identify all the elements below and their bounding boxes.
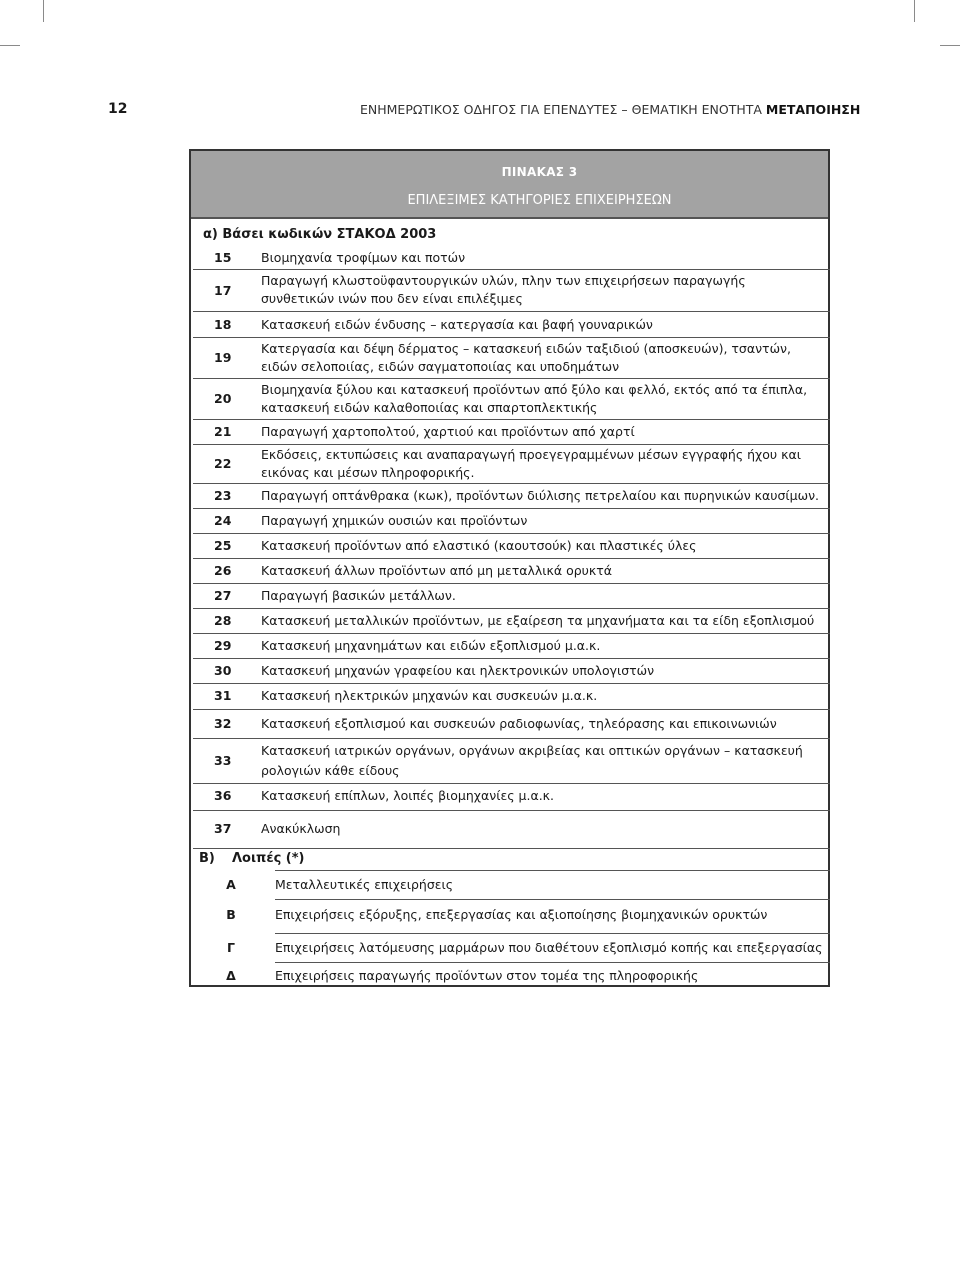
table-row [193, 811, 830, 849]
row-description: Ανακύκλωση [261, 821, 341, 836]
row-code: 19 [214, 350, 232, 365]
crop-mark [43, 0, 44, 22]
others-code: Β [226, 907, 236, 922]
header-topic: ΜΕΤΑΠΟΙΗΣΗ [765, 102, 861, 117]
row-description: Κατασκευή άλλων προϊόντων από μη μεταλλικά ορυκτά [261, 563, 613, 578]
table-row [193, 710, 830, 739]
crop-mark [940, 45, 960, 46]
row-description: Κατασκευή επίπλων, λοιπές βιομηχανίες μ.α.κ. [261, 788, 555, 803]
section-b-code: Β) [199, 851, 215, 866]
others-row [226, 871, 830, 900]
row-code: 21 [214, 424, 232, 439]
row-code: 33 [214, 753, 232, 768]
row-code: 37 [214, 821, 232, 836]
others-row [226, 900, 830, 934]
page-number: 12 [108, 101, 128, 117]
table-title: ΕΠΙΛΕΞΙΜΕΣ ΚΑΤΗΓΟΡΙΕΣ ΕΠΙΧΕΙΡΗΣΕΩΝ [407, 193, 672, 208]
row-description: Παραγωγή χημικών ουσιών και προϊόντων [261, 513, 528, 528]
table-row [193, 584, 830, 609]
row-code: 22 [214, 456, 232, 471]
row-code: 27 [214, 588, 232, 603]
section-b-title: Λοιπές (*) [232, 851, 305, 866]
row-code: 30 [214, 663, 232, 678]
section-a-title: α) Βάσει κωδικών ΣΤΑΚΟΔ 2003 [203, 227, 437, 242]
header-prefix: ΕΝΗΜΕΡΩΤΙΚΟΣ ΟΔΗΓΟΣ ΓΙΑ ΕΠΕΝΔΥΤΕΣ – ΘΕΜΑΤΙΚΗ ΕΝΟΤΗΤΑ [360, 102, 762, 117]
row-description: Εκδόσεις, εκτυπώσεις και αναπαραγωγή προεγεγραμμένων μέσων εγγραφής ήχου και εικόνας και μέσων πληροφορικής. [261, 447, 801, 480]
categories-table [189, 149, 830, 987]
row-code: 17 [214, 283, 232, 298]
others-code: Δ [226, 968, 236, 983]
row-description: Κατασκευή μεταλλικών προϊόντων, με εξαίρεση τα μηχανήματα και τα είδη εξοπλισμού [261, 613, 815, 628]
table-row [193, 559, 830, 584]
table-number: ΠΙΝΑΚΑΣ 3 [501, 165, 578, 179]
table-header [191, 151, 828, 219]
row-description: Κατασκευή ειδών ένδυσης – κατεργασία και βαφή γουναρικών [261, 317, 653, 332]
row-description: Κατεργασία και δέψη δέρματος – κατασκευή ειδών ταξιδιού (αποσκευών), τσαντών, ειδών σελοποιίας, ειδών σαγματοποιίας και υποδημάτων [261, 341, 792, 374]
row-code: 15 [214, 250, 232, 265]
table-row [193, 739, 830, 784]
crop-mark [914, 0, 915, 22]
table-row [193, 609, 830, 634]
others-code: Γ [227, 940, 235, 955]
row-description: Κατασκευή εξοπλισμού και συσκευών ραδιοφωνίας, τηλεόρασης και επικοινωνιών [261, 716, 777, 731]
others-description: Επιχειρήσεις λατόμευσης μαρμάρων που διαθέτουν εξοπλισμό κοπής και επεξεργασίας [275, 940, 823, 955]
running-header [360, 102, 861, 117]
row-code: 24 [214, 513, 232, 528]
others-description: Μεταλλευτικές επιχειρήσεις [275, 877, 454, 892]
others-description: Επιχειρήσεις παραγωγής προϊόντων στον τομέα της πληροφορικής [275, 968, 699, 983]
row-code: 18 [214, 317, 232, 332]
row-description: Βιομηχανία τροφίμων και ποτών [261, 250, 466, 265]
row-description: Παραγωγή χαρτοπολτού, χαρτιού και προϊόντων από χαρτί [261, 424, 635, 439]
table-row [193, 534, 830, 559]
row-description: Κατασκευή προϊόντων από ελαστικό (καουτσούκ) και πλαστικές ύλες [261, 538, 697, 553]
row-description: Παραγωγή οπτάνθρακα (κωκ), προϊόντων διύλισης πετρελαίου και πυρηνικών καυσίμων. [261, 488, 820, 503]
row-code: 28 [214, 613, 232, 628]
row-code: 36 [214, 788, 232, 803]
table-row [193, 270, 830, 312]
table-row [193, 338, 830, 379]
others-description: Επιχειρήσεις εξόρυξης, επεξεργασίας και αξιοποίησης βιομηχανικών ορυκτών [275, 907, 768, 922]
table-row [193, 684, 830, 710]
row-code: 26 [214, 563, 232, 578]
row-code: 20 [214, 391, 232, 406]
row-description: Βιομηχανία ξύλου και κατασκευή προϊόντων από ξύλο και φελλό, εκτός από τα έπιπλα, κατασκευή ειδών καλαθοποιίας και σπαρτοπλεκτικής [261, 382, 808, 415]
table-row [193, 484, 830, 509]
row-code: 29 [214, 638, 232, 653]
row-code: 31 [214, 688, 232, 703]
crop-mark [0, 45, 20, 46]
table-row [193, 659, 830, 684]
table-row [193, 445, 830, 484]
others-code: Α [226, 877, 236, 892]
others-row [226, 963, 830, 985]
row-description: Κατασκευή μηχανών γραφείου και ηλεκτρονικών υπολογιστών [261, 663, 655, 678]
table-row [193, 247, 830, 270]
row-description: Κατασκευή μηχανημάτων και ειδών εξοπλισμού μ.α.κ. [261, 638, 601, 653]
table-row [193, 312, 830, 338]
table-row [193, 379, 830, 420]
table-row [193, 509, 830, 534]
others-row [227, 934, 830, 963]
table-row [193, 420, 830, 445]
table-row [193, 634, 830, 659]
row-code: 32 [214, 716, 232, 731]
table-row [193, 784, 830, 811]
row-description: Κατασκευή ιατρικών οργάνων, οργάνων ακριβείας και οπτικών οργάνων – κατασκευή ρολογιών κάθε είδους [261, 743, 803, 778]
row-description: Παραγωγή βασικών μετάλλων. [261, 588, 456, 603]
row-code: 25 [214, 538, 232, 553]
row-description: Κατασκευή ηλεκτρικών μηχανών και συσκευών μ.α.κ. [261, 688, 598, 703]
row-description: Παραγωγή κλωστοϋφαντουργικών υλών, πλην των επιχειρήσεων παραγωγής συνθετικών ινών που δεν είναι επιλέξιμες [261, 273, 746, 306]
row-code: 23 [214, 488, 232, 503]
